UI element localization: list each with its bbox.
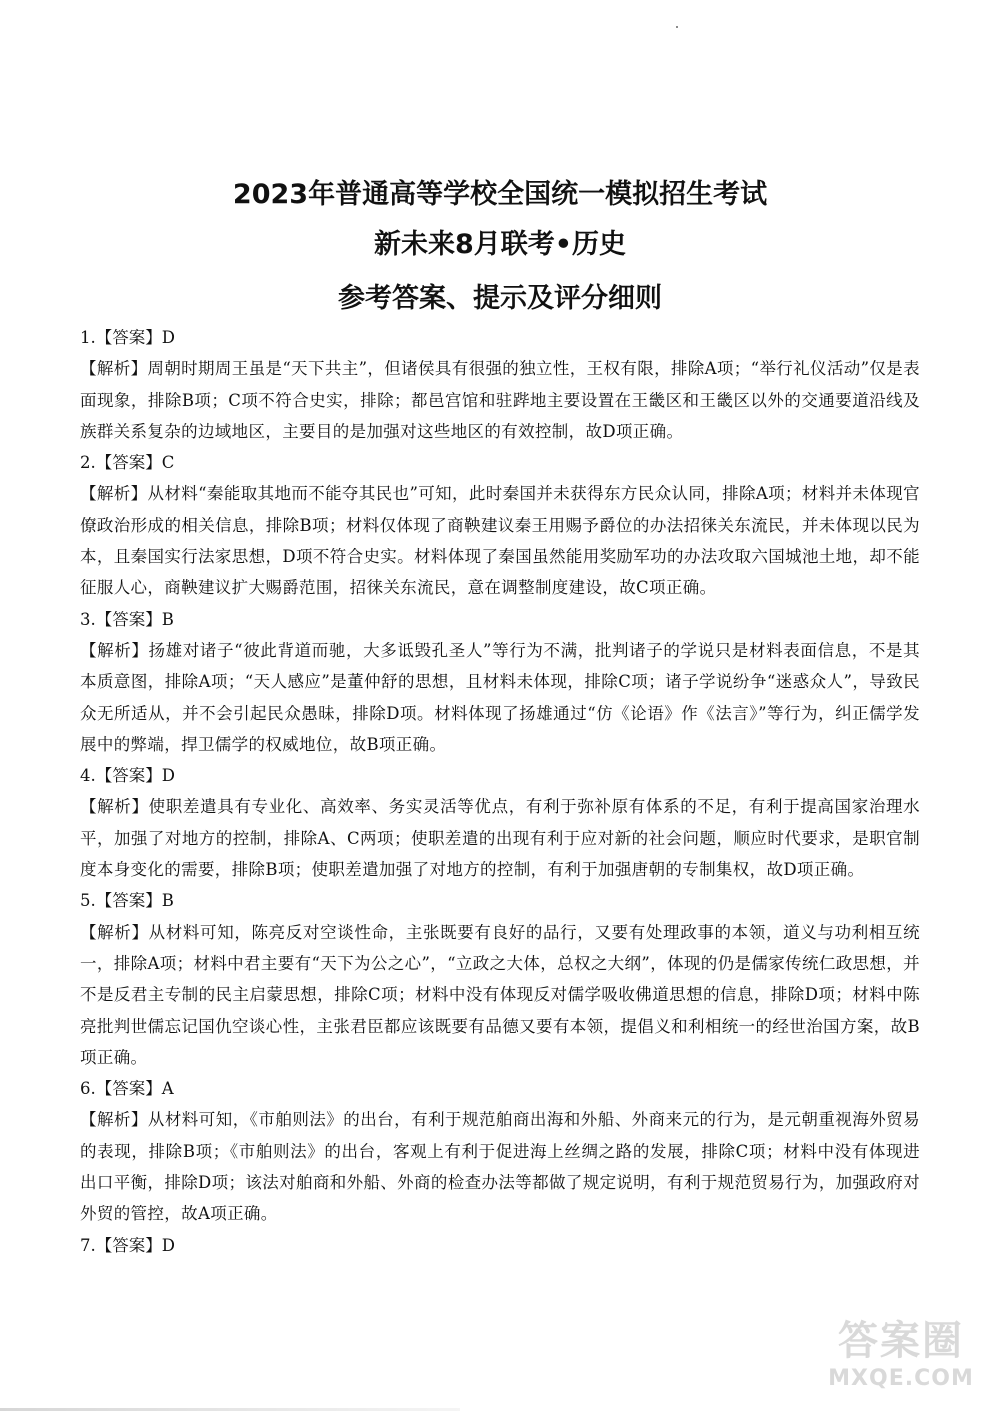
answer-line: 2.【答案】C [80,453,175,473]
answer-line: 7.【答案】D [80,1235,175,1255]
exam-title: 2023年普通高等学校全国统一模拟招生考试 [232,179,768,210]
analysis-paragraph: 【解析】周朝时期周王虽是“天下共主”，但诸侯具有很强的独立性，王权有限，排除A项；“举行礼仪活动”仅是表面现象，排除B项；C项不符合史实，排除；都邑宫馆和驻跸地主要设置在王畿区和王畿区以外的交通要道沿线及族群关系复杂的边域地区，主要目的是加强对这些地区的有效控制，故D项正确。 [80,359,920,441]
exam-subtitle: 新未来8月联考•历史 [373,229,627,260]
answer-line: 4.【答案】D [80,766,175,786]
answer-line: 3.【答案】B [80,609,174,629]
analysis-paragraph: 【解析】从材料“秦能取其地而不能夺其民也”可知，此时秦国并未获得东方民众认同，排除A项；材料并未体现官僚政治形成的相关信息，排除B项；材料仅体现了商鞅建议秦王用赐予爵位的办法招徕关东流民，并未体现以民为本，且秦国实行法家思想，D项不符合史实。材料体现了秦国虽然能用奖励军功的办法攻取六国城池土地，却不能征服人心，商鞅建议扩大赐爵范围，招徕关东流民，意在调整制度建设，故C项正确。 [80,484,920,598]
answer-content [80,322,920,1261]
analysis-paragraph: 【解析】使职差遣具有专业化、高效率、务实灵活等优点，有利于弥补原有体系的不足，有利于提高国家治理水平，加强了对地方的控制，排除A、C两项；使职差遣的出现有利于应对新的社会问题，顺应时代要求，是职官制度本身变化的需要，排除B项；使职差遣加强了对地方的控制，有利于加强唐朝的专制集权，故D项正确。 [80,797,920,880]
answer-line: 5.【答案】B [80,891,174,911]
question-block-1 [80,322,920,447]
question-block-2 [80,447,920,603]
watermark-url: MXQE.COM [828,1366,974,1391]
analysis-paragraph: 【解析】扬雄对诸子“彼此背道而驰，大多诋毁孔圣人”等行为不满，批判诸子的学说只是材料表面信息，不是其本质意图，排除A项；“天人感应”是董仲舒的思想，且材料未体现，排除C项；诸子学说纷争“迷惑众人”，导致民众无所适从，并不会引起民众愚昧，排除D项。材料体现了扬雄通过“仿《论语》作《法言》”等行为，纠正儒学发展中的弊端，捍卫儒学的权威地位，故B项正确。 [80,640,920,754]
question-block-7 [80,1230,920,1261]
watermark-logo [816,1316,986,1406]
question-block-4 [80,760,920,885]
question-block-5 [80,885,920,1073]
answer-line: 1.【答案】D [80,328,175,347]
answer-line: 6.【答案】A [80,1079,174,1099]
analysis-paragraph: 【解析】从材料可知，《市舶则法》的出台，有利于规范舶商出海和外船、外商来元的行为，是元朝重视海外贸易的表现，排除B项；《市舶则法》的出台，客观上有利于促进海上丝绸之路的发展，排除C项；材料中没有体现进出口平衡，排除D项；该法对舶商和外船、外商的检查办法等都做了规定说明，有利于规范贸易行为，加强政府对外贸的管控，故A项正确。 [80,1110,920,1224]
scan-edge [0,1408,460,1411]
question-block-3 [80,604,920,760]
watermark-text: 答案圈 [838,1318,964,1364]
scan-speck [676,26,678,28]
analysis-paragraph: 【解析】从材料可知，陈亮反对空谈性命，主张既要有良好的品行，又要有处理政事的本领，道义与功利相互统一，排除A项；材料中君主要有“天下为公之心”，“立政之大体，总权之大纲”，体现的仍是儒家传统仁政思想，并不是反君主专制的民主启蒙思想，排除C项；材料中没有体现反对儒学吸收佛道思想的信息，排除D项；材料中陈亮批判世儒忘记国仇空谈心性，主张君臣都应该既要有品德又要有本领，提倡义和利相统一的经世治国方案，故B项正确。 [80,922,920,1067]
answer-key-heading: 参考答案、提示及评分细则 [338,283,662,314]
question-block-6 [80,1073,920,1229]
